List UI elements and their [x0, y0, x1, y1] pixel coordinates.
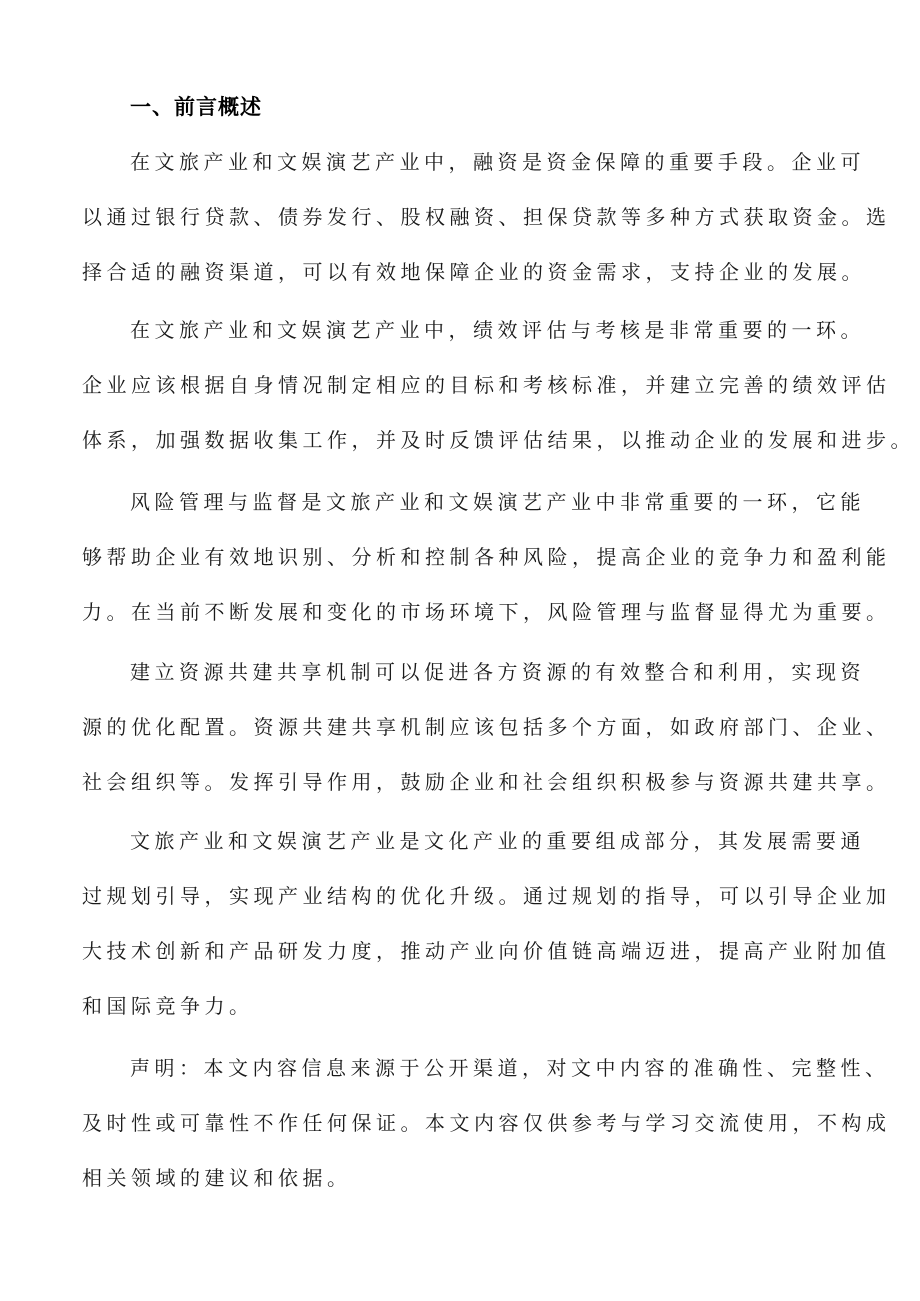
- disclaimer-paragraph: [82, 1041, 891, 1206]
- paragraph-line: 大技术创新和产品研发力度，推动产业向价值链高端迈进，提高产业附加值: [82, 939, 891, 963]
- paragraph-planning-guidance: [82, 814, 891, 1034]
- paragraph-line: 以通过银行贷款、债券发行、股权融资、担保贷款等多种方式获取资金。选: [82, 205, 891, 229]
- paragraph-line: 社会组织等。发挥引导作用，鼓励企业和社会组织积极参与资源共建共享。: [82, 770, 891, 794]
- paragraph-line: 企业应该根据自身情况制定相应的目标和考核标准，并建立完善的绩效评估: [82, 373, 891, 397]
- section-heading: 一、前言概述: [130, 95, 262, 119]
- paragraph-risk-management: [82, 475, 891, 640]
- paragraph-line: 力。在当前不断发展和变化的市场环境下，风险管理与监督显得尤为重要。: [82, 600, 891, 624]
- paragraph-line: 在文旅产业和文娱演艺产业中，绩效评估与考核是非常重要的一环。: [130, 318, 865, 342]
- paragraph-line: 及时性或可靠性不作任何保证。本文内容仅供参考与学习交流使用，不构成: [82, 1111, 891, 1135]
- paragraph-line: 源的优化配置。资源共建共享机制应该包括多个方面，如政府部门、企业、: [82, 715, 891, 739]
- paragraph-line: 文旅产业和文娱演艺产业是文化产业的重要组成部分，其发展需要通: [130, 829, 865, 853]
- paragraph-line: 体系，加强数据收集工作，并及时反馈评估结果，以推动企业的发展和进步。: [82, 428, 915, 452]
- paragraph-performance: [82, 303, 915, 468]
- paragraph-financing: [82, 135, 891, 300]
- paragraph-line: 过规划引导，实现产业结构的优化升级。通过规划的指导，可以引导企业加: [82, 884, 891, 908]
- paragraph-line: 声明：本文内容信息来源于公开渠道，对文中内容的准确性、完整性、: [130, 1056, 890, 1080]
- paragraph-line: 择合适的融资渠道，可以有效地保障企业的资金需求，支持企业的发展。: [82, 260, 866, 284]
- paragraph-line: 相关领域的建议和依据。: [82, 1166, 352, 1190]
- paragraph-line: 在文旅产业和文娱演艺产业中，融资是资金保障的重要手段。企业可: [130, 150, 865, 174]
- paragraph-resource-sharing: [82, 645, 891, 810]
- paragraph-line: 风险管理与监督是文旅产业和文娱演艺产业中非常重要的一环，它能: [130, 490, 865, 514]
- paragraph-line: 和国际竞争力。: [82, 994, 254, 1018]
- paragraph-line: 建立资源共建共享机制可以促进各方资源的有效整合和利用，实现资: [130, 660, 865, 684]
- paragraph-line: 够帮助企业有效地识别、分析和控制各种风险，提高企业的竞争力和盈利能: [82, 545, 891, 569]
